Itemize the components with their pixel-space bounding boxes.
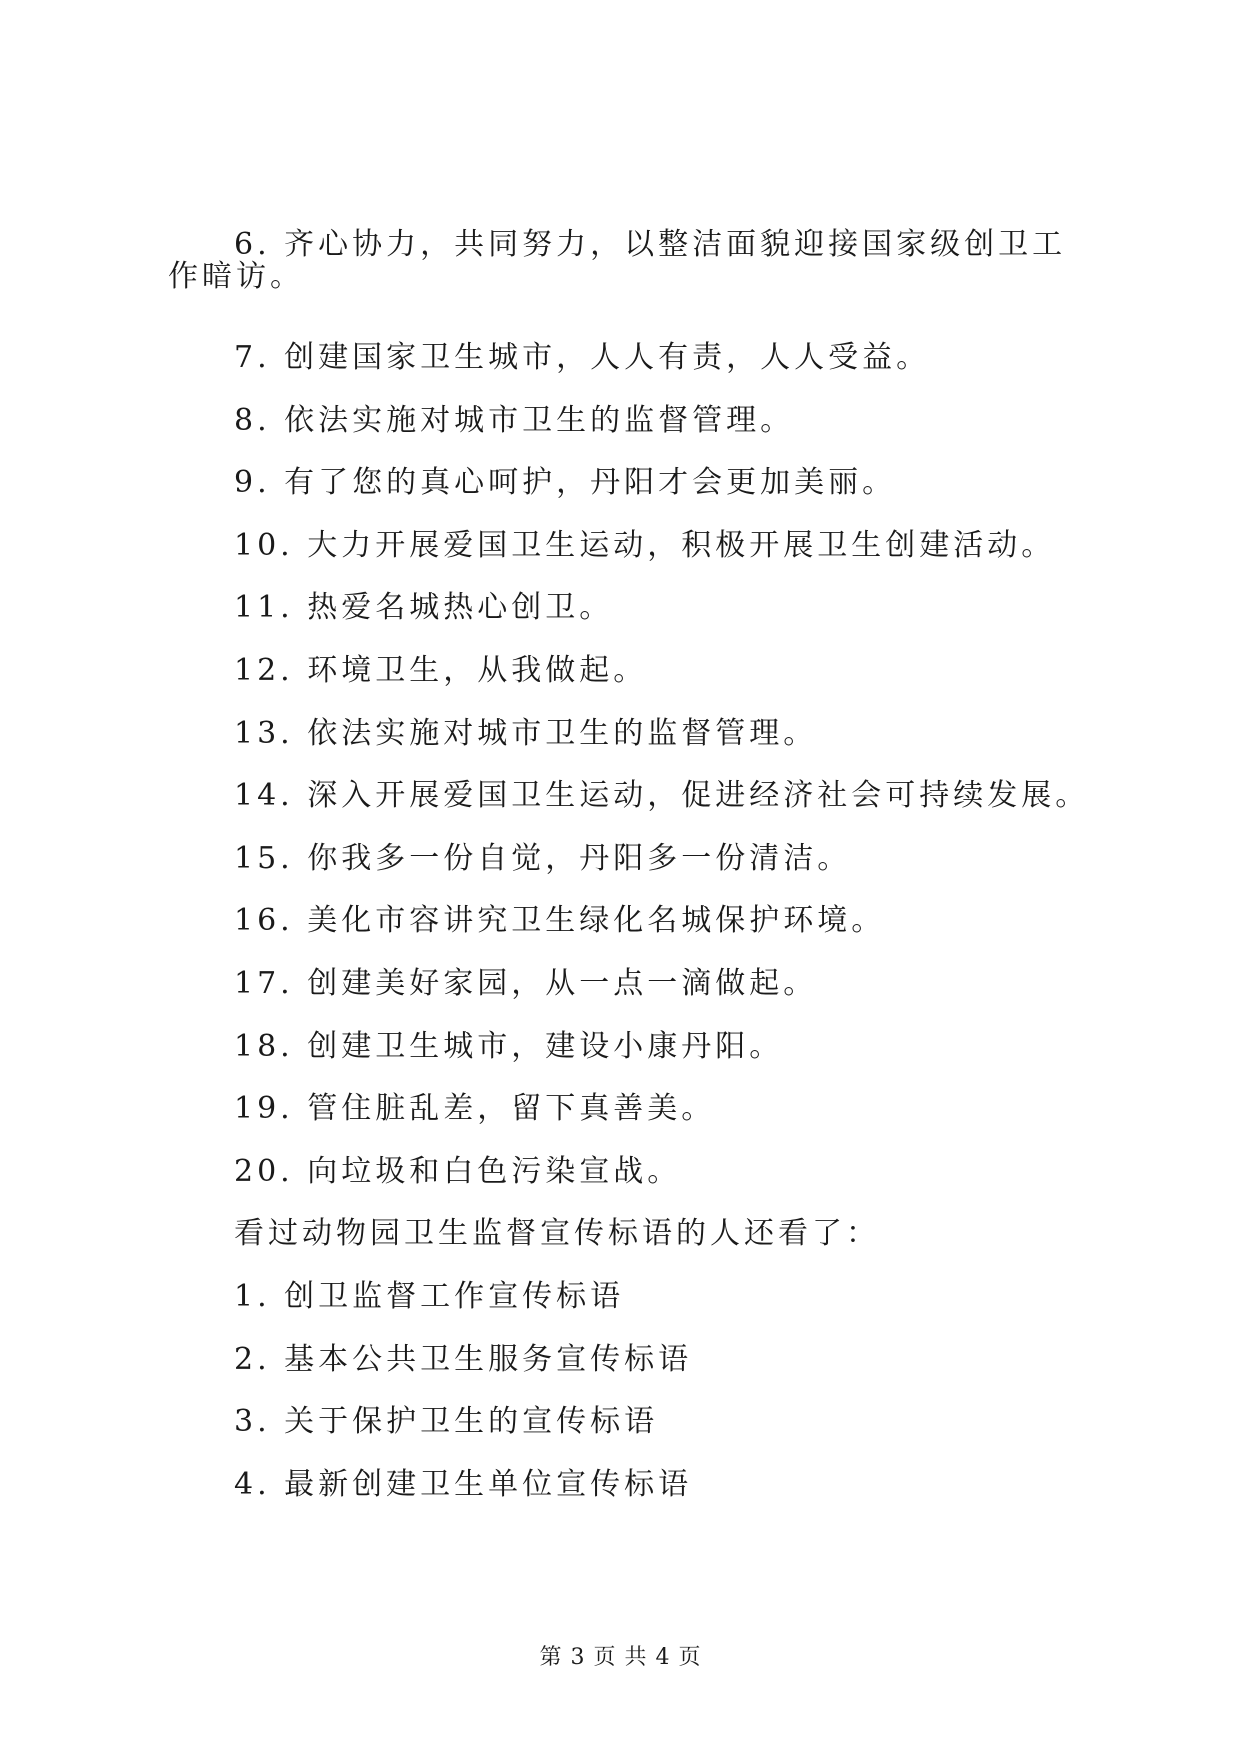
related-item-3: 3. 关于保护卫生的宣传标语 bbox=[234, 1404, 659, 1440]
related-item-4: 4. 最新创建卫生单位宣传标语 bbox=[234, 1466, 693, 1502]
paragraph-item-11: 11. 热爱名城热心创卫。 bbox=[234, 590, 614, 626]
paragraph-item-17: 17. 创建美好家园，从一点一滴做起。 bbox=[234, 965, 818, 1001]
related-item-2: 2. 基本公共卫生服务宣传标语 bbox=[234, 1341, 693, 1377]
paragraph-item-16: 16. 美化市容讲究卫生绿化名城保护环境。 bbox=[234, 903, 886, 939]
paragraph-item-7: 7. 创建国家卫生城市，人人有责，人人受益。 bbox=[234, 340, 931, 375]
paragraph-item-12: 12. 环境卫生，从我做起。 bbox=[234, 652, 648, 688]
paragraph-item-6: 6. 齐心协力，共同努力，以整洁面貌迎接国家级创卫工作暗访。 bbox=[168, 227, 1067, 294]
paragraph-item-19: 19. 管住脏乱差，留下真善美。 bbox=[234, 1091, 716, 1127]
related-item-1: 1. 创卫监督工作宣传标语 bbox=[234, 1278, 625, 1314]
document-body bbox=[168, 229, 1088, 1516]
paragraph-list bbox=[168, 327, 1088, 1516]
paragraph-item-8: 8. 依法实施对城市卫生的监督管理。 bbox=[234, 402, 795, 438]
paragraph-item-14: 14. 深入开展爱国卫生运动，促进经济社会可持续发展。 bbox=[234, 778, 1090, 814]
page-footer: 第 3 页 共 4 页 bbox=[539, 1645, 702, 1670]
paragraph-item-13: 13. 依法实施对城市卫生的监督管理。 bbox=[234, 715, 818, 751]
paragraph-item-15: 15. 你我多一份自觉，丹阳多一份清洁。 bbox=[234, 840, 852, 876]
paragraph-item-9: 9. 有了您的真心呵护，丹阳才会更加美丽。 bbox=[234, 465, 897, 501]
paragraph-item-18: 18. 创建卫生城市，建设小康丹阳。 bbox=[234, 1028, 784, 1064]
related-heading: 看过动物园卫生监督宣传标语的人还看了： bbox=[234, 1216, 880, 1252]
paragraph-item-10: 10. 大力开展爱国卫生运动，积极开展卫生创建活动。 bbox=[234, 527, 1056, 563]
paragraph-item-20: 20. 向垃圾和白色污染宣战。 bbox=[234, 1153, 682, 1189]
